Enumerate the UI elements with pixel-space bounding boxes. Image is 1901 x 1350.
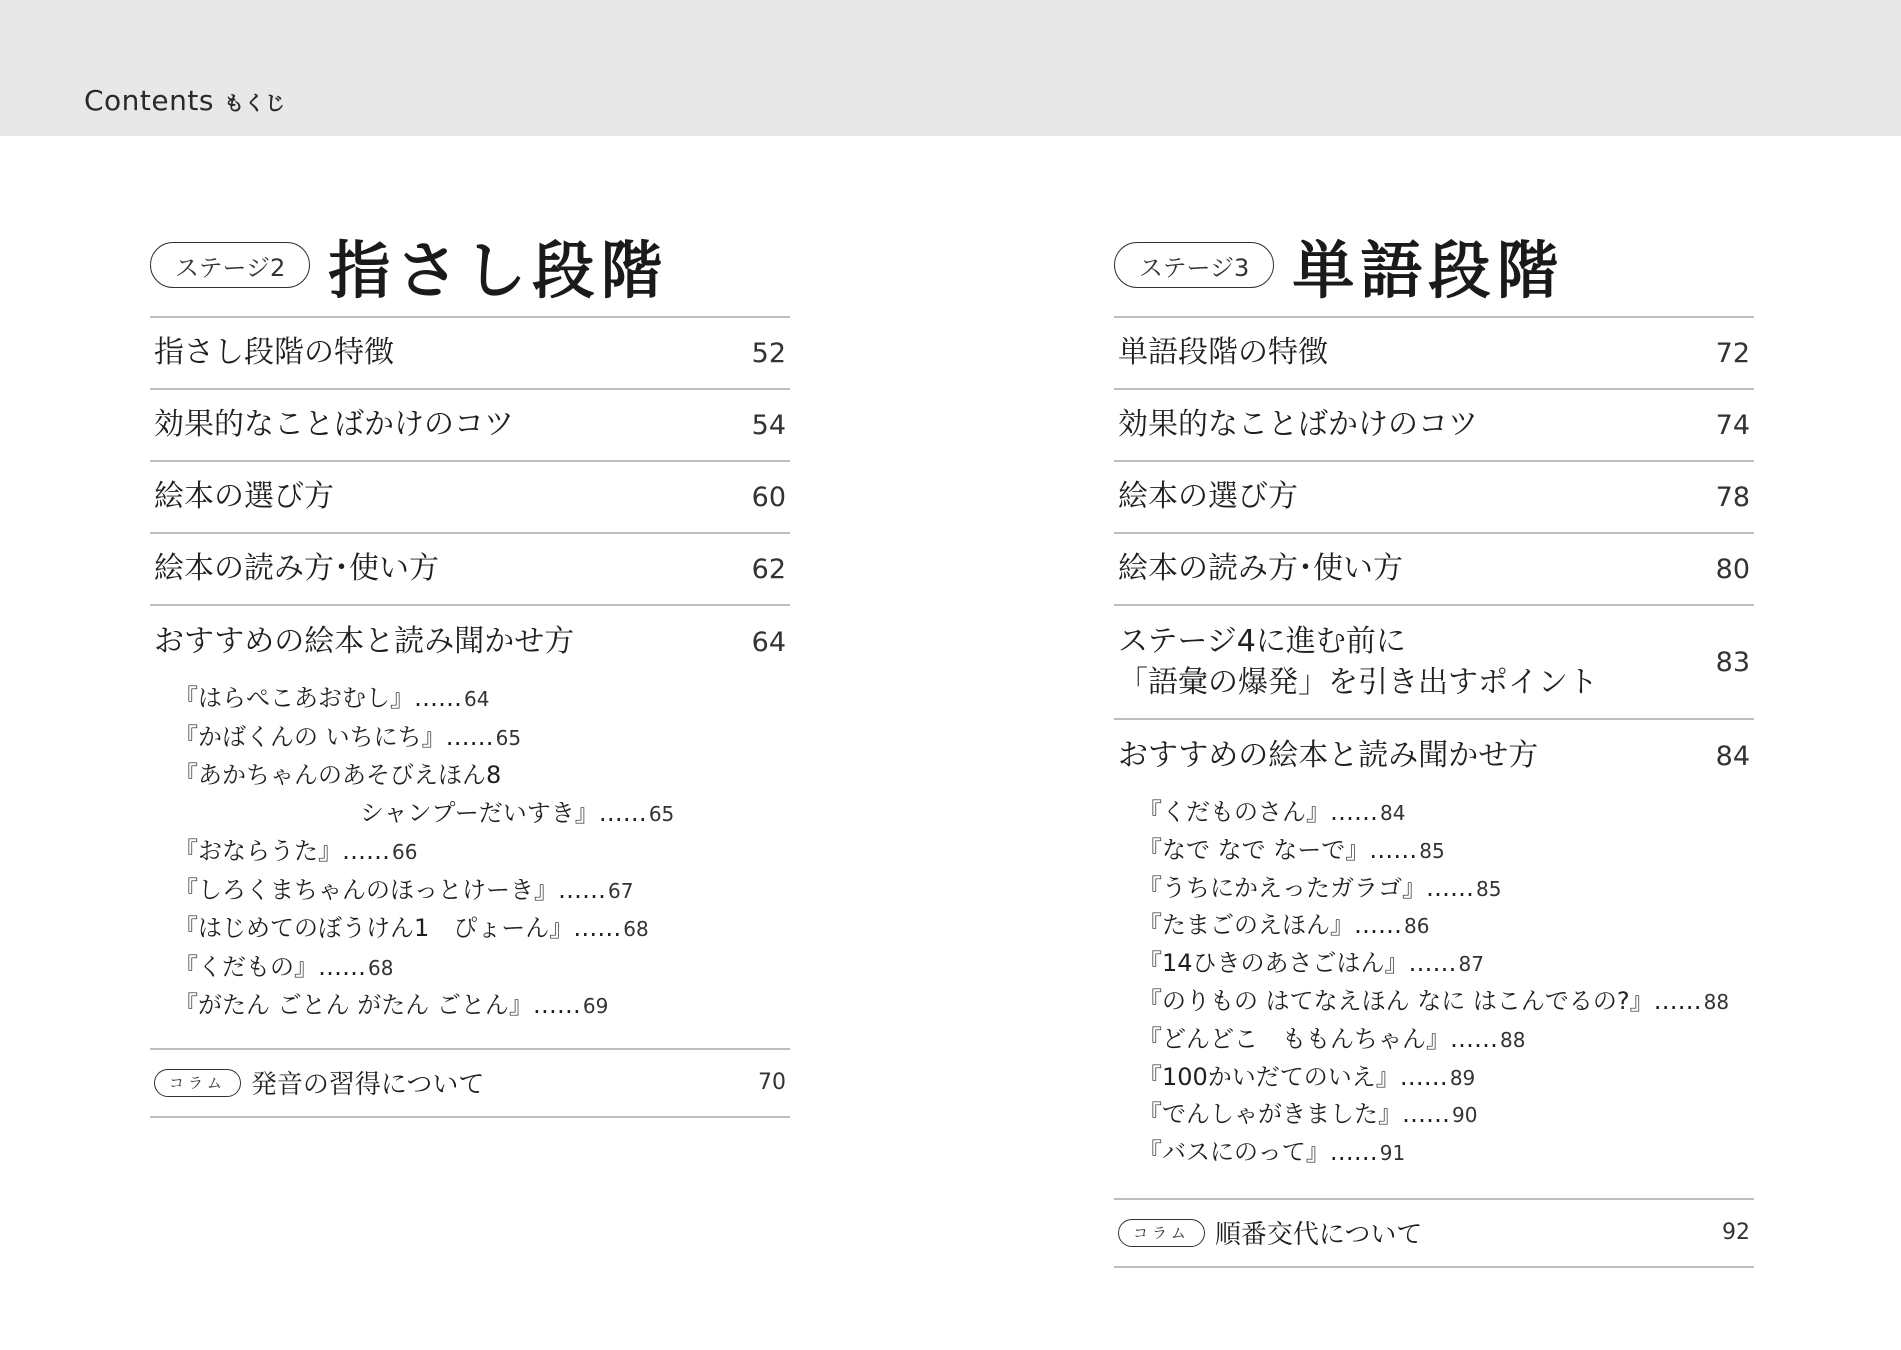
book-page: 84	[1380, 801, 1406, 825]
toc-entry-label: 絵本の選び方	[1118, 479, 1298, 515]
book-page: 68	[368, 955, 394, 980]
toc-entry-page: 72	[1715, 337, 1750, 369]
book-title: 『くだものさん』……	[1138, 798, 1378, 826]
book-page: 87	[1458, 952, 1484, 977]
toc-entry[interactable]	[1114, 534, 1754, 606]
stage2-badge: ステージ2	[150, 242, 310, 288]
toc-entry-label: 指さし段階の特徴	[154, 335, 394, 371]
toc-entry[interactable]	[150, 534, 790, 606]
column-entry-left	[1118, 1214, 1422, 1251]
toc-entry[interactable]	[1114, 390, 1754, 462]
book-page: 88	[1703, 989, 1730, 1014]
book-title: 『100かいだてのいえ』……	[1138, 1062, 1448, 1091]
book-page: 91	[1379, 1141, 1406, 1166]
book-entry[interactable]	[1138, 1134, 1754, 1172]
book-page: 65	[495, 725, 522, 750]
toc-entry-page: 78	[1715, 481, 1750, 513]
toc-entry-line2: 「語彙の爆発」を引き出すポイント	[1118, 665, 1598, 700]
book-title-cont: シャンプーだいすき』……	[360, 798, 647, 827]
toc-entry[interactable]	[150, 318, 790, 390]
book-entry[interactable]	[174, 833, 790, 872]
toc-entry-label: 絵本の選び方	[154, 479, 334, 515]
toc-entry-label: 効果的なことばかけのコツ	[154, 407, 514, 443]
book-title: 『おならうた』……	[174, 837, 390, 865]
book-entry[interactable]	[174, 719, 790, 758]
book-title: 『くだもの』……	[174, 952, 366, 981]
page-header	[0, 0, 1901, 136]
column-entry[interactable]	[1114, 1200, 1754, 1268]
book-title: 『うちにかえったガラゴ』……	[1138, 873, 1474, 902]
book-title: 『かばくんの いちにち』……	[174, 722, 494, 751]
book-title: 『たまごのえほん』……	[1138, 911, 1402, 940]
contents-title-ja: もくじ	[223, 91, 286, 115]
book-title: 『でんしゃがきました』……	[1138, 1100, 1450, 1129]
toc-entry-double[interactable]	[1114, 606, 1754, 720]
book-list	[150, 678, 790, 1048]
book-page: 67	[608, 878, 634, 903]
toc-entry-recommend[interactable]	[150, 606, 790, 678]
book-page: 65	[648, 801, 675, 826]
book-entry[interactable]	[174, 757, 790, 833]
recommend-group	[150, 606, 790, 1050]
book-title: 『どんどこ ももんちゃん』……	[1138, 1024, 1498, 1053]
book-page: 85	[1476, 876, 1502, 901]
book-entry[interactable]	[174, 872, 790, 911]
toc-entry-label: 絵本の読み方･使い方	[154, 551, 439, 587]
book-title: 『なで なで なーで』……	[1138, 835, 1418, 864]
contents-title-en: Contents	[84, 84, 214, 117]
toc-entry-page: 60	[751, 481, 786, 513]
book-page: 85	[1419, 838, 1445, 863]
stage2-toc	[150, 316, 790, 1118]
book-entry[interactable]	[174, 910, 790, 949]
book-entry[interactable]	[174, 680, 790, 719]
book-title: 『はらぺこあおむし』……	[174, 684, 462, 712]
toc-entry-label	[1118, 621, 1598, 704]
toc-entry-page: 52	[751, 337, 786, 369]
book-page: 68	[623, 917, 649, 941]
toc-entry[interactable]	[150, 390, 790, 462]
toc-entry-page: 62	[751, 553, 786, 585]
toc-entry[interactable]	[1114, 318, 1754, 390]
book-title: 『はじめてのぼうけん1 ぴょーん』……	[174, 914, 622, 942]
toc-entry-label: 効果的なことばかけのコツ	[1118, 407, 1478, 443]
book-entry[interactable]	[174, 987, 790, 1026]
recommend-group	[1114, 720, 1754, 1200]
column-label: 発音の習得について	[250, 1070, 485, 1100]
book-page: 69	[582, 994, 609, 1018]
stage3-badge: ステージ3	[1114, 242, 1274, 288]
book-page: 66	[392, 840, 418, 864]
toc-entry-label: おすすめの絵本と読み聞かせ方	[1118, 738, 1539, 774]
stage3-heading	[1114, 214, 1754, 316]
book-entry[interactable]	[1138, 1096, 1754, 1134]
column-page: 92	[1722, 1220, 1750, 1246]
stage3-section	[1114, 214, 1754, 1268]
toc-entry-label: 絵本の読み方･使い方	[1118, 551, 1403, 587]
book-entry[interactable]	[1138, 1021, 1754, 1059]
toc-entry-page: 74	[1715, 409, 1750, 441]
book-title: 『しろくまちゃんのほっとけーき』……	[174, 875, 606, 904]
book-page: 89	[1449, 1065, 1476, 1090]
toc-entry-line1: ステージ4に進む前に	[1118, 623, 1406, 659]
column-badge: コラム	[1118, 1219, 1205, 1247]
book-entry[interactable]	[1138, 1059, 1754, 1097]
column-entry-left	[154, 1064, 484, 1101]
toc-entry-label: 単語段階の特徴	[1118, 335, 1328, 371]
contents-title	[84, 84, 285, 117]
book-entry[interactable]	[1138, 794, 1754, 832]
column-label: 順番交代について	[1214, 1220, 1423, 1251]
stage3-toc	[1114, 316, 1754, 1268]
book-title: 『がたん ごとん がたん ごとん』……	[174, 991, 581, 1019]
stage3-title: 単語段階	[1292, 233, 1565, 307]
toc-entry-page: 84	[1715, 740, 1750, 772]
book-entry[interactable]	[1138, 907, 1754, 945]
toc-entry[interactable]	[1114, 462, 1754, 534]
book-entry[interactable]	[1138, 945, 1754, 983]
stage2-section	[150, 214, 790, 1118]
book-title: 『あかちゃんのあそびえほん8	[174, 761, 502, 789]
book-entry[interactable]	[1138, 832, 1754, 870]
book-title: 『のりもの はてなえほん なに はこんでるの?』……	[1138, 986, 1702, 1015]
book-list	[1114, 792, 1754, 1198]
column-page: 70	[758, 1070, 786, 1095]
column-badge: コラム	[154, 1069, 241, 1097]
book-title: 『バスにのって』……	[1138, 1138, 1378, 1167]
book-page: 86	[1404, 914, 1430, 939]
book-title: 『14ひきのあさごはん』……	[1138, 949, 1457, 978]
book-entry[interactable]	[1138, 870, 1754, 908]
toc-entry-page: 83	[1715, 646, 1750, 678]
toc-entry-recommend[interactable]	[1114, 720, 1754, 792]
book-page: 64	[464, 687, 490, 711]
toc-entry[interactable]	[150, 462, 790, 534]
book-title-line2	[174, 795, 790, 834]
book-page: 88	[1500, 1027, 1526, 1052]
toc-entry-page: 64	[751, 626, 786, 658]
book-page: 90	[1452, 1103, 1478, 1128]
toc-entry-page: 54	[751, 409, 786, 441]
toc-entry-page: 80	[1715, 553, 1750, 585]
book-entry[interactable]	[1138, 983, 1754, 1021]
toc-entry-label: おすすめの絵本と読み聞かせ方	[154, 624, 575, 660]
stage2-heading	[150, 214, 790, 316]
stage2-title: 指さし段階	[328, 233, 669, 307]
book-entry[interactable]	[174, 949, 790, 988]
column-entry[interactable]	[150, 1050, 790, 1118]
